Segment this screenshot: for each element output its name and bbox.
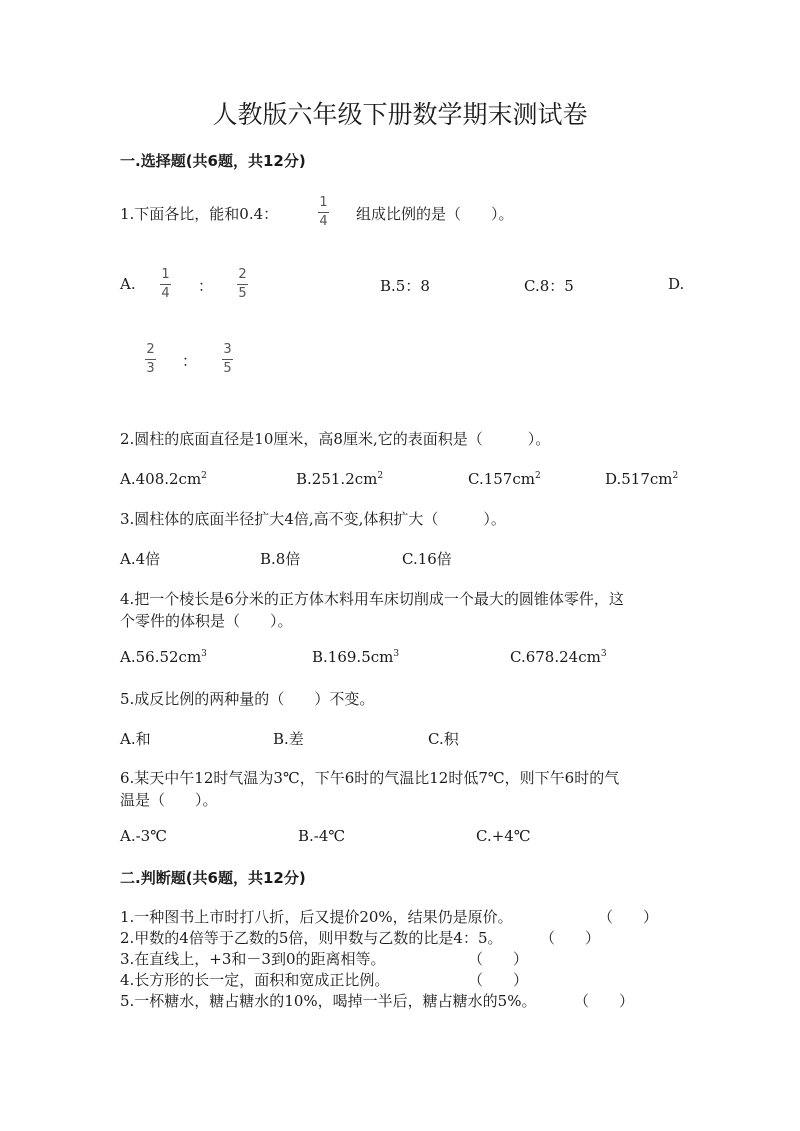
fraction-denominator: 4 [319,214,328,229]
unit-exponent: 2 [534,471,541,481]
unit-exponent: 2 [672,471,679,481]
unit-exponent: 3 [201,649,207,659]
q5-option-a[interactable]: A.和 [120,730,151,748]
judge-item-4-text: 4.长方形的长一定，面积和宽成正比例。 [120,971,390,989]
section-heading-choice: 一.选择题(共6题，共12分) [120,152,306,170]
q3-option-a[interactable]: A.4倍 [120,550,161,568]
judge-item-4-answer[interactable]: （ ） [468,971,529,989]
q4-option-a[interactable] [120,648,207,666]
q1-option-d-fraction-2 [222,343,233,376]
section-heading-judge: 二.判断题(共6题，共12分) [120,869,306,887]
unit-exponent: 2 [201,471,207,481]
q6-option-b[interactable]: B.-4℃ [298,827,346,845]
option-text: D.517cm [605,470,673,488]
option-text: B.251.2cm [296,470,378,488]
fraction-numerator: 2 [238,267,247,282]
question-5-text: 5.成反比例的两种量的（ ）不变。 [120,690,375,708]
fraction-numerator: 1 [319,195,328,210]
question-6-line-2: 温是（ ）。 [120,791,218,809]
option-text: B.169.5cm [312,648,394,666]
fraction-numerator: 2 [146,342,155,357]
question-3-text: 3.圆柱体的底面半径扩大4倍,高不变,体积扩大（ ）。 [120,510,506,528]
unit-exponent: 2 [377,471,384,481]
q1-option-d-colon: ： [182,352,198,370]
question-4-line-2: 个零件的体积是（ ）。 [120,612,293,630]
question-1-fraction [318,196,329,229]
q2-option-a[interactable] [120,470,207,488]
q5-option-c[interactable]: C.积 [428,730,459,748]
fraction-bar [160,284,171,285]
fraction-bar [318,212,329,213]
option-text: A.408.2cm [120,470,202,488]
fraction-numerator: 3 [223,342,232,357]
option-text: C.678.24cm [510,648,601,666]
question-6-line-1: 6.某天中午12时气温为3℃，下午6时的气温比12时低7℃，则下午6时的气 [120,769,620,787]
judge-item-5-text: 5.一杯糖水，糖占糖水的10%，喝掉一半后，糖占糖水的5%。 [120,992,537,1010]
page-title: 人教版六年级下册数学期末测试卷 [212,100,588,129]
question-4-line-1: 4.把一个棱长是6分米的正方体木料用车床切削成一个最大的圆锥体零件，这 [120,590,624,608]
q5-option-b[interactable]: B.差 [273,730,304,748]
fraction-denominator: 5 [223,361,232,376]
q1-option-a-label[interactable]: A. [120,275,136,293]
judge-item-3-answer[interactable]: （ ） [468,950,529,968]
fraction-denominator: 4 [161,286,170,301]
question-2-text: 2.圆柱的底面直径是10厘米，高8厘米,它的表面积是（ ）。 [120,430,551,448]
fraction-denominator: 5 [238,286,247,301]
option-text: A.56.52cm [120,648,202,666]
unit-exponent: 3 [393,649,400,659]
q1-option-a-fraction-1 [160,268,171,301]
question-1-text: 1.下面各比，能和0.4： [120,205,279,223]
fraction-numerator: 1 [161,267,170,282]
judge-item-2-text: 2.甲数的4倍等于乙数的5倍，则甲数与乙数的比是4：5。 [120,929,503,947]
judge-item-1-text: 1.一种图书上市时打八折，后又提价20%，结果仍是原价。 [120,908,513,926]
q1-option-d-fraction-1 [145,343,156,376]
judge-item-1-answer[interactable]: （ ） [598,908,659,926]
judge-item-5-answer[interactable]: （ ） [574,992,635,1010]
q1-option-d-label[interactable]: D. [668,275,685,293]
q2-option-b[interactable] [296,470,383,488]
q2-option-c[interactable] [468,470,541,488]
fraction-denominator: 3 [146,361,155,376]
q4-option-b[interactable] [312,648,399,666]
judge-item-2-answer[interactable]: （ ） [540,929,601,947]
q3-option-c[interactable]: C.16倍 [402,550,452,568]
option-text: C.157cm [468,470,535,488]
q6-option-c[interactable]: C.+4℃ [476,827,531,845]
q4-option-c[interactable] [510,648,607,666]
q6-option-a[interactable]: A.-3℃ [120,827,167,845]
judge-item-3-text: 3.在直线上，+3和－3到0的距离相等。 [120,950,386,968]
q1-option-c[interactable]: C.8：5 [524,277,574,295]
q3-option-b[interactable]: B.8倍 [260,550,301,568]
unit-exponent: 3 [600,649,607,659]
fraction-bar [145,359,156,360]
fraction-bar [237,284,248,285]
q1-option-a-colon: ： [198,277,214,295]
q1-option-a-fraction-2 [237,268,248,301]
q1-option-b[interactable]: B.5：8 [380,277,430,295]
question-1-text-tail: 组成比例的是（ ）。 [356,205,514,223]
q2-option-d[interactable] [605,470,678,488]
fraction-bar [222,359,233,360]
